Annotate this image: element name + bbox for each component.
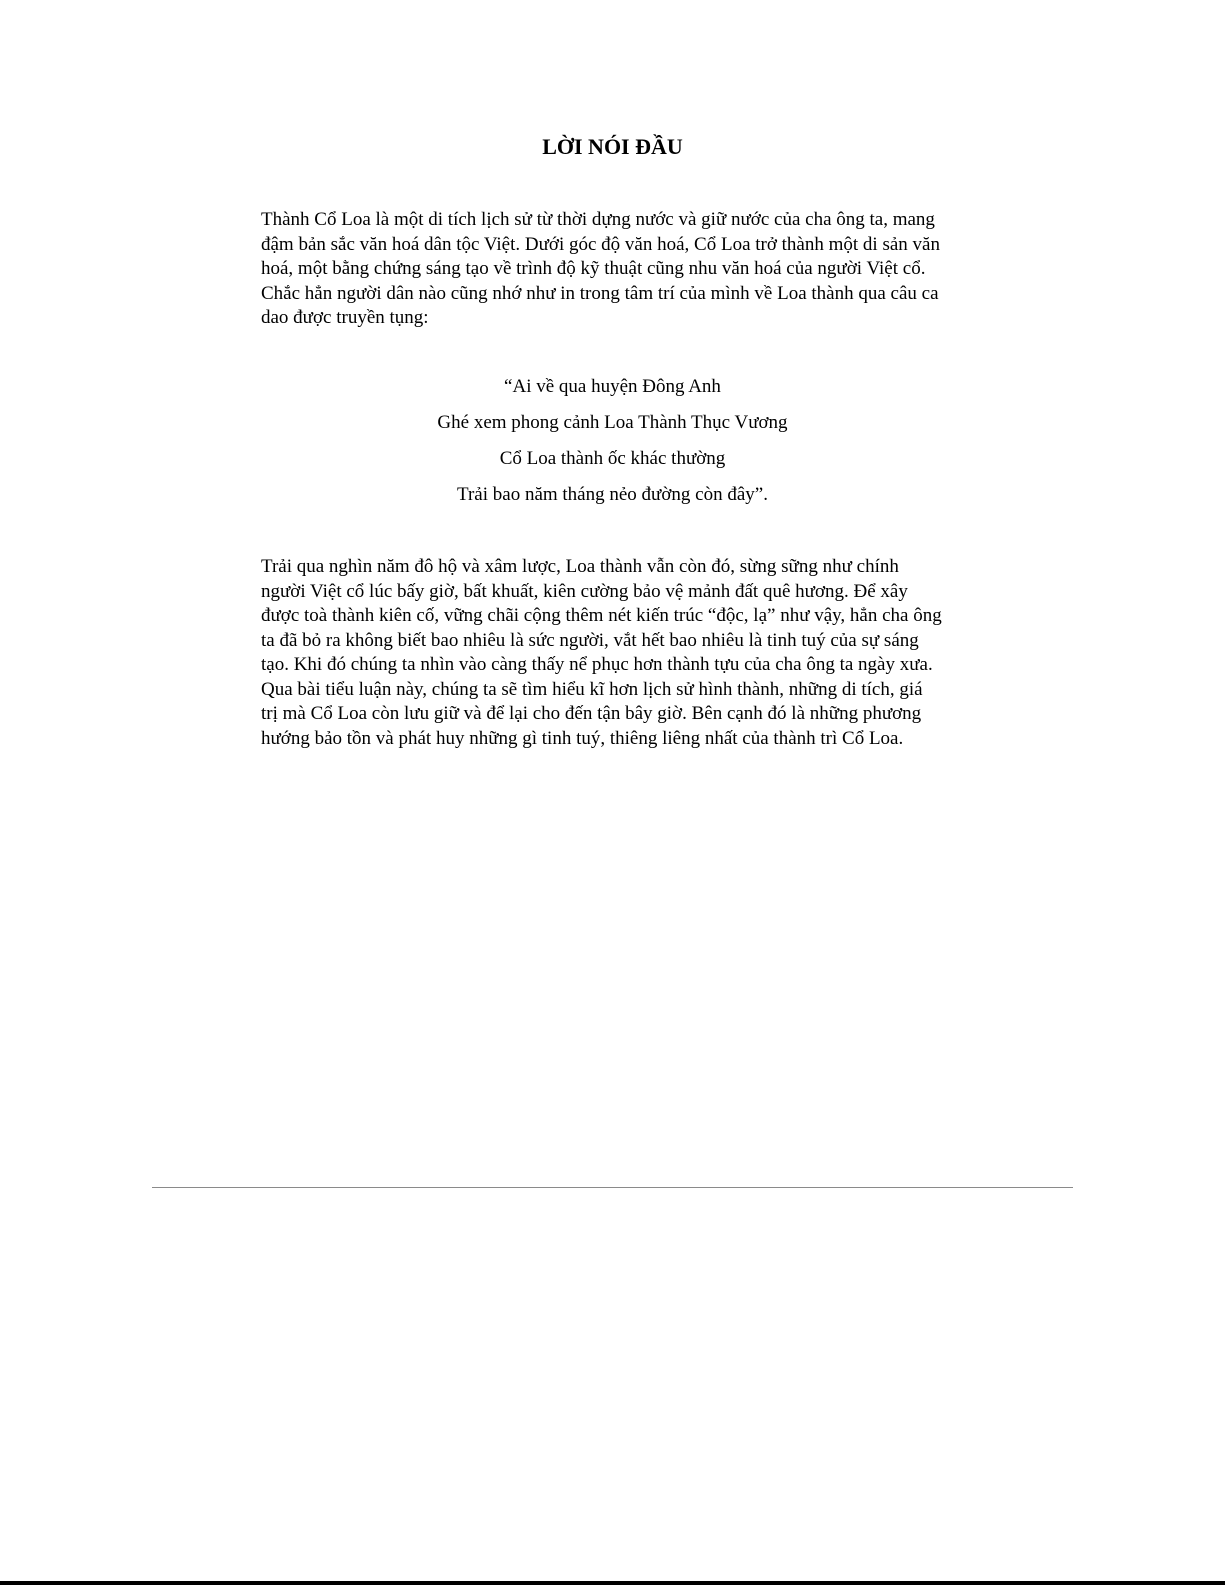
paragraph-line: Thành Cổ Loa là một di tích lịch sử từ thời dựng nước và giữ nước của cha ông ta, mang — [261, 209, 935, 230]
paragraph-line: trị mà Cổ Loa còn lưu giữ và để lại cho đến tận bây giờ. Bên cạnh đó là những phương — [261, 703, 922, 724]
paragraph-line: người Việt cổ lúc bấy giờ, bất khuất, kiên cường bảo vệ mảnh đất quê hương. Để xây — [261, 580, 908, 602]
paragraph-line: đậm bản sắc văn hoá dân tộc Việt. Dưới góc độ văn hoá, Cổ Loa trở thành một di sản văn — [261, 233, 940, 255]
paragraph-line: tạo. Khi đó chúng ta nhìn vào càng thấy nể phục hơn thành tựu của cha ông ta ngày xưa. — [261, 654, 933, 675]
paragraph-line: dao được truyền tụng: — [261, 307, 429, 328]
page-title: LỜI NÓI ĐẦU — [542, 134, 683, 159]
poem-verse: Trải bao năm tháng nẻo đường còn đây”. — [457, 484, 768, 505]
paragraph-line: ta đã bỏ ra không biết bao nhiêu là sức người, vắt hết bao nhiêu là tinh tuý của sự sáng — [261, 629, 919, 651]
intro-paragraph — [261, 208, 973, 331]
paragraph-line: Trải qua nghìn năm đô hộ và xâm lược, Loa thành vẫn còn đó, sừng sững như chính — [261, 556, 899, 577]
bottom-edge-rule — [0, 1581, 1225, 1585]
body-paragraph — [261, 555, 973, 751]
paragraph-line: hoá, một bằng chứng sáng tạo về trình độ kỹ thuật cũng nhu văn hoá của người Việt cổ. — [261, 258, 926, 279]
poem-verse: Cổ Loa thành ốc khác thường — [499, 448, 726, 469]
paragraph-line: hướng bảo tồn và phát huy những gì tinh tuý, thiêng liêng nhất của thành trì Cổ Loa. — [261, 727, 904, 749]
paragraph-line: Chắc hẳn người dân nào cũng nhớ như in trong tâm trí của mình về Loa thành qua câu ca — [261, 282, 939, 304]
page-divider — [152, 1187, 1073, 1188]
paragraph-line: Qua bài tiểu luận này, chúng ta sẽ tìm hiểu kĩ hơn lịch sử hình thành, những di tích, giá — [261, 678, 923, 700]
poem-verse: Ghé xem phong cảnh Loa Thành Thục Vương — [437, 412, 788, 433]
folk-poem — [0, 375, 1225, 519]
paragraph-line: được toà thành kiên cố, vững chãi cộng thêm nét kiến trúc “độc, lạ” như vậy, hẳn cha ông — [261, 605, 942, 626]
poem-verse: “Ai về qua huyện Đông Anh — [504, 376, 721, 397]
